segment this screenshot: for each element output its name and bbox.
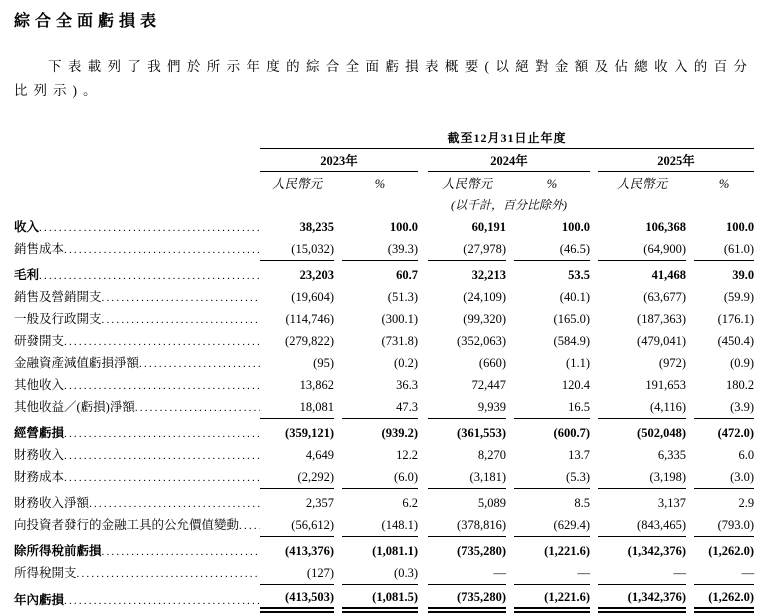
column-gap bbox=[686, 395, 694, 418]
table-row bbox=[14, 418, 754, 443]
percent-cell: (0.2) bbox=[394, 356, 418, 370]
column-gap bbox=[590, 488, 598, 513]
table-row bbox=[14, 307, 754, 329]
column-gap bbox=[590, 260, 598, 285]
amount-cell: (660) bbox=[478, 356, 506, 370]
table-row bbox=[14, 260, 754, 285]
column-gap bbox=[506, 561, 514, 584]
dot-leader bbox=[39, 270, 260, 282]
column-gap bbox=[334, 443, 342, 465]
row-label-text: 所得稅開支 bbox=[14, 566, 77, 580]
percent-cell: (300.1) bbox=[381, 312, 418, 326]
amount-cell: (1,342,376) bbox=[598, 584, 686, 610]
column-gap bbox=[590, 285, 598, 307]
column-gap bbox=[506, 285, 514, 307]
dot-leader bbox=[64, 450, 260, 462]
spacer-cell bbox=[14, 149, 260, 172]
column-gap bbox=[686, 488, 694, 513]
amount-cell: (27,978) bbox=[428, 237, 506, 260]
percent-cell: (472.0) bbox=[717, 426, 755, 440]
row-label-text: 研發開支 bbox=[14, 334, 65, 348]
percent-cell: (40.1) bbox=[559, 290, 590, 304]
amount-cell: 3,137 bbox=[657, 496, 686, 510]
amount-cell: 60,191 bbox=[471, 220, 506, 234]
amount-cell: (735,280) bbox=[428, 584, 506, 610]
percent-cell: (450.4) bbox=[717, 334, 755, 348]
column-gap bbox=[590, 149, 598, 172]
row-label bbox=[14, 329, 260, 351]
dot-leader bbox=[239, 520, 260, 532]
column-gap bbox=[506, 172, 514, 195]
row-label-text: 毛利 bbox=[14, 268, 40, 282]
amount-cell: (3,181) bbox=[428, 465, 506, 488]
row-label-text: 銷售及營銷開支 bbox=[14, 290, 102, 304]
column-gap bbox=[590, 172, 598, 195]
column-gap bbox=[590, 584, 598, 610]
spacer-cell bbox=[14, 194, 260, 215]
amount-cell: 5,089 bbox=[477, 496, 506, 510]
column-gap bbox=[506, 536, 514, 561]
statement-body bbox=[14, 215, 754, 610]
period-header-cell: 截至12月31日止年度 bbox=[260, 127, 754, 149]
row-label-text: 其他收入 bbox=[14, 378, 65, 392]
dot-leader bbox=[102, 314, 260, 326]
percent-cell: 6.2 bbox=[402, 496, 418, 510]
page-title: 綜合全面虧損表 bbox=[14, 13, 162, 30]
table-row bbox=[14, 215, 754, 237]
dot-leader bbox=[89, 498, 260, 510]
row-label bbox=[14, 418, 260, 443]
percent-cell: (1,081.1) bbox=[372, 544, 418, 558]
spacer-cell bbox=[260, 194, 418, 215]
column-gap bbox=[334, 172, 342, 195]
column-gap bbox=[334, 307, 342, 329]
table-row bbox=[14, 584, 754, 610]
column-gap bbox=[418, 395, 428, 418]
column-gap bbox=[418, 584, 428, 610]
column-gap bbox=[506, 260, 514, 285]
row-label-text: 銷售成本 bbox=[14, 242, 65, 256]
dot-leader bbox=[64, 380, 260, 392]
dot-leader bbox=[64, 244, 260, 256]
table-row bbox=[14, 329, 754, 351]
percent-cell: (629.4) bbox=[514, 513, 590, 536]
column-gap bbox=[686, 584, 694, 610]
amount-cell: (359,121) bbox=[285, 426, 334, 440]
row-label bbox=[14, 443, 260, 465]
amount-cell: 41,468 bbox=[651, 268, 686, 282]
row-label-text: 財務收入淨額 bbox=[14, 496, 90, 510]
amount-cell: (378,816) bbox=[428, 513, 506, 536]
column-gap bbox=[506, 584, 514, 610]
dot-leader bbox=[39, 222, 260, 234]
amount-cell: (19,604) bbox=[291, 290, 334, 304]
column-gap bbox=[686, 285, 694, 307]
column-gap bbox=[418, 329, 428, 351]
percent-header: % bbox=[374, 177, 386, 191]
percent-cell: 53.5 bbox=[568, 268, 590, 282]
amount-cell: 191,653 bbox=[645, 378, 686, 392]
row-label-text: 除所得稅前虧損 bbox=[14, 544, 102, 558]
column-gap bbox=[334, 488, 342, 513]
amount-cell: 6,335 bbox=[657, 448, 686, 462]
column-gap bbox=[506, 215, 514, 237]
column-gap bbox=[590, 536, 598, 561]
amount-cell: 38,235 bbox=[299, 220, 334, 234]
amount-cell: (279,822) bbox=[285, 334, 334, 348]
percent-cell: 13.7 bbox=[568, 448, 590, 462]
column-gap bbox=[686, 465, 694, 488]
row-label-text: 向投資者發行的金融工具的公允價值變動 bbox=[14, 518, 240, 532]
column-gap bbox=[334, 465, 342, 488]
percent-cell: (0.3) bbox=[342, 561, 418, 584]
column-gap bbox=[418, 561, 428, 584]
percent-cell: (0.9) bbox=[730, 356, 755, 370]
column-gap bbox=[590, 215, 598, 237]
column-gap bbox=[334, 329, 342, 351]
column-gap bbox=[506, 488, 514, 513]
percent-cell: (148.1) bbox=[342, 513, 418, 536]
amount-cell: 9,939 bbox=[428, 395, 506, 418]
column-gap bbox=[334, 215, 342, 237]
percent-cell: (600.7) bbox=[553, 426, 590, 440]
table-row bbox=[14, 513, 754, 536]
spacer-cell bbox=[598, 194, 754, 215]
dot-leader bbox=[77, 568, 260, 580]
percent-cell: 100.0 bbox=[561, 220, 590, 234]
percent-cell: (793.0) bbox=[694, 513, 754, 536]
column-gap bbox=[418, 418, 428, 443]
percent-cell: (1,262.0) bbox=[708, 544, 755, 558]
amount-cell: (64,900) bbox=[598, 237, 686, 260]
amount-cell: 4,649 bbox=[305, 448, 334, 462]
year-header-2025: 2025年 bbox=[598, 149, 754, 172]
column-gap bbox=[686, 307, 694, 329]
amount-header: 人民幣元 bbox=[616, 177, 667, 191]
table-row bbox=[14, 395, 754, 418]
table-row bbox=[14, 465, 754, 488]
column-gap bbox=[686, 260, 694, 285]
row-label-text: 經營虧損 bbox=[14, 426, 65, 440]
percent-cell: (584.9) bbox=[553, 334, 590, 348]
column-gap bbox=[418, 285, 428, 307]
amount-cell: (56,612) bbox=[260, 513, 334, 536]
column-gap bbox=[506, 465, 514, 488]
amount-cell: — bbox=[598, 561, 686, 584]
percent-cell: (165.0) bbox=[553, 312, 590, 326]
row-label-text: 財務收入 bbox=[14, 448, 65, 462]
amount-cell: 32,213 bbox=[471, 268, 506, 282]
column-gap bbox=[418, 307, 428, 329]
percent-cell: 100.0 bbox=[389, 220, 418, 234]
column-gap bbox=[686, 536, 694, 561]
column-gap bbox=[590, 465, 598, 488]
amount-cell: (2,292) bbox=[260, 465, 334, 488]
percent-cell: 120.4 bbox=[561, 378, 590, 392]
percent-cell: (1,081.5) bbox=[342, 584, 418, 610]
column-gap bbox=[686, 329, 694, 351]
year-header-2023: 2023年 bbox=[260, 149, 418, 172]
column-gap bbox=[590, 307, 598, 329]
amount-cell: 72,447 bbox=[471, 378, 506, 392]
percent-cell: (61.0) bbox=[694, 237, 754, 260]
amount-cell: (15,032) bbox=[260, 237, 334, 260]
column-gap bbox=[418, 260, 428, 285]
percent-cell: (59.9) bbox=[723, 290, 755, 304]
amount-header: 人民幣元 bbox=[441, 177, 492, 191]
amount-cell: (361,553) bbox=[457, 426, 506, 440]
table-row bbox=[14, 561, 754, 584]
percent-cell: 16.5 bbox=[514, 395, 590, 418]
amount-cell: (95) bbox=[313, 356, 334, 370]
column-gap bbox=[334, 351, 342, 373]
column-gap bbox=[418, 194, 428, 215]
percent-cell: (46.5) bbox=[514, 237, 590, 260]
column-gap bbox=[686, 237, 694, 260]
percent-cell: 180.2 bbox=[725, 378, 755, 392]
amount-cell: 23,203 bbox=[299, 268, 334, 282]
row-label bbox=[14, 351, 260, 373]
column-gap bbox=[418, 373, 428, 395]
column-gap bbox=[418, 149, 428, 172]
column-gap bbox=[590, 351, 598, 373]
amount-cell: (187,363) bbox=[637, 312, 686, 326]
column-gap bbox=[506, 329, 514, 351]
percent-cell: 8.5 bbox=[574, 496, 590, 510]
row-label bbox=[14, 561, 260, 584]
percent-cell: 2.9 bbox=[738, 496, 755, 510]
column-gap bbox=[506, 373, 514, 395]
row-label bbox=[14, 513, 260, 536]
table-row bbox=[14, 237, 754, 260]
spacer-cell bbox=[14, 172, 260, 195]
column-gap bbox=[506, 307, 514, 329]
amount-cell: (1,342,376) bbox=[627, 544, 686, 558]
percent-cell: (1,262.0) bbox=[694, 584, 754, 610]
column-gap bbox=[590, 395, 598, 418]
dot-leader bbox=[64, 336, 260, 348]
amount-cell: (114,746) bbox=[285, 312, 334, 326]
dot-leader bbox=[102, 292, 260, 304]
percent-cell: 12.2 bbox=[396, 448, 418, 462]
row-label-text: 其他收益／(虧損)淨額 bbox=[14, 400, 135, 414]
amount-cell: 8,270 bbox=[477, 448, 506, 462]
amount-header: 人民幣元 bbox=[271, 177, 322, 191]
table-row bbox=[14, 443, 754, 465]
amount-cell: (502,048) bbox=[637, 426, 686, 440]
row-label-text: 收入 bbox=[14, 220, 40, 234]
column-gap bbox=[590, 237, 598, 260]
column-gap bbox=[686, 418, 694, 443]
dot-leader bbox=[64, 595, 260, 607]
percent-cell: (1,221.6) bbox=[514, 584, 590, 610]
row-label bbox=[14, 307, 260, 329]
table-row bbox=[14, 285, 754, 307]
row-label-text: 年內虧損 bbox=[14, 592, 65, 607]
table-row bbox=[14, 373, 754, 395]
amount-cell: 18,081 bbox=[260, 395, 334, 418]
column-gap bbox=[506, 351, 514, 373]
amount-cell: 2,357 bbox=[305, 496, 334, 510]
spacer-cell bbox=[14, 127, 260, 149]
column-gap bbox=[590, 443, 598, 465]
dot-leader bbox=[139, 358, 260, 370]
amount-cell: (352,063) bbox=[457, 334, 506, 348]
column-gap bbox=[506, 443, 514, 465]
dot-leader bbox=[64, 472, 260, 484]
percent-cell: (176.1) bbox=[717, 312, 755, 326]
percent-cell: (3.0) bbox=[694, 465, 754, 488]
percent-cell: (39.3) bbox=[342, 237, 418, 260]
column-gap bbox=[334, 260, 342, 285]
percent-cell: 39.0 bbox=[732, 268, 755, 282]
column-gap bbox=[418, 443, 428, 465]
column-gap bbox=[418, 237, 428, 260]
row-label-text: 財務成本 bbox=[14, 470, 65, 484]
column-gap bbox=[590, 373, 598, 395]
column-gap bbox=[334, 418, 342, 443]
amount-cell: (3,198) bbox=[598, 465, 686, 488]
income-statement-table bbox=[14, 127, 754, 613]
column-gap bbox=[590, 513, 598, 536]
amount-cell: (127) bbox=[260, 561, 334, 584]
column-gap bbox=[418, 488, 428, 513]
row-label bbox=[14, 237, 260, 260]
column-gap bbox=[686, 215, 694, 237]
column-gap bbox=[590, 418, 598, 443]
amount-cell: (843,465) bbox=[598, 513, 686, 536]
column-header-row bbox=[14, 172, 754, 195]
percent-cell: 60.7 bbox=[396, 268, 418, 282]
column-gap bbox=[418, 172, 428, 195]
column-gap bbox=[686, 351, 694, 373]
percent-cell: (731.8) bbox=[381, 334, 418, 348]
column-gap bbox=[590, 329, 598, 351]
column-gap bbox=[418, 351, 428, 373]
amount-cell: (413,503) bbox=[260, 584, 334, 610]
column-gap bbox=[334, 536, 342, 561]
column-gap bbox=[686, 373, 694, 395]
amount-cell: (479,041) bbox=[637, 334, 686, 348]
amount-cell: (24,109) bbox=[463, 290, 506, 304]
row-label bbox=[14, 215, 260, 237]
column-gap bbox=[590, 561, 598, 584]
column-gap bbox=[334, 513, 342, 536]
dot-leader bbox=[102, 546, 260, 558]
column-gap bbox=[506, 418, 514, 443]
table-row bbox=[14, 351, 754, 373]
row-label bbox=[14, 465, 260, 488]
percent-cell: (51.3) bbox=[387, 290, 418, 304]
amount-cell: (972) bbox=[658, 356, 686, 370]
percent-cell: (1.1) bbox=[566, 356, 590, 370]
percent-cell: 100.0 bbox=[725, 220, 755, 234]
column-gap bbox=[418, 513, 428, 536]
period-header-row bbox=[14, 127, 754, 149]
row-label-text: 一般及行政開支 bbox=[14, 312, 102, 326]
amount-cell: 13,862 bbox=[299, 378, 334, 392]
percent-header: % bbox=[718, 177, 730, 191]
row-label bbox=[14, 260, 260, 285]
row-label bbox=[14, 536, 260, 561]
percent-cell: (5.3) bbox=[514, 465, 590, 488]
column-gap bbox=[418, 536, 428, 561]
percent-cell: (939.2) bbox=[381, 426, 418, 440]
amount-cell: (99,320) bbox=[463, 312, 506, 326]
column-gap bbox=[334, 561, 342, 584]
row-label bbox=[14, 488, 260, 513]
column-gap bbox=[686, 513, 694, 536]
percent-cell: — bbox=[514, 561, 590, 584]
column-gap bbox=[506, 513, 514, 536]
amount-cell: — bbox=[428, 561, 506, 584]
column-gap bbox=[686, 172, 694, 195]
column-gap bbox=[334, 395, 342, 418]
year-header-row bbox=[14, 149, 754, 172]
column-gap bbox=[506, 395, 514, 418]
percent-cell: 36.3 bbox=[396, 378, 418, 392]
table-row bbox=[14, 536, 754, 561]
column-gap bbox=[334, 285, 342, 307]
row-label bbox=[14, 395, 260, 418]
row-label bbox=[14, 373, 260, 395]
unit-note-cell: (以千計，百分比除外) bbox=[451, 198, 567, 212]
column-gap bbox=[686, 561, 694, 584]
column-gap bbox=[506, 237, 514, 260]
amount-cell: (63,677) bbox=[643, 290, 686, 304]
column-gap bbox=[418, 215, 428, 237]
column-gap bbox=[418, 465, 428, 488]
column-gap bbox=[334, 237, 342, 260]
percent-cell: — bbox=[694, 561, 754, 584]
amount-cell: 106,368 bbox=[645, 220, 686, 234]
amount-cell: (735,280) bbox=[457, 544, 506, 558]
percent-header: % bbox=[546, 177, 558, 191]
dot-leader bbox=[64, 428, 260, 440]
column-gap bbox=[334, 373, 342, 395]
amount-cell: (413,376) bbox=[285, 544, 334, 558]
unit-note-row bbox=[14, 194, 754, 215]
row-label-text: 金融資產減值虧損淨額 bbox=[14, 356, 140, 370]
percent-cell: 47.3 bbox=[342, 395, 418, 418]
column-gap bbox=[334, 584, 342, 610]
amount-cell: (4,116) bbox=[598, 395, 686, 418]
row-label bbox=[14, 584, 260, 610]
percent-cell: (6.0) bbox=[342, 465, 418, 488]
dot-leader bbox=[135, 402, 260, 414]
percent-cell: (1,221.6) bbox=[544, 544, 590, 558]
year-header-2024: 2024年 bbox=[428, 149, 590, 172]
column-gap bbox=[590, 194, 598, 215]
column-gap bbox=[686, 443, 694, 465]
row-label bbox=[14, 285, 260, 307]
table-row bbox=[14, 488, 754, 513]
percent-cell: (3.9) bbox=[694, 395, 754, 418]
intro-paragraph: 下表載列了我們於所示年度的綜合全面虧損表概要(以絕對金額及佔總收入的百分比列示)。 bbox=[14, 59, 753, 98]
percent-cell: 6.0 bbox=[738, 448, 755, 462]
